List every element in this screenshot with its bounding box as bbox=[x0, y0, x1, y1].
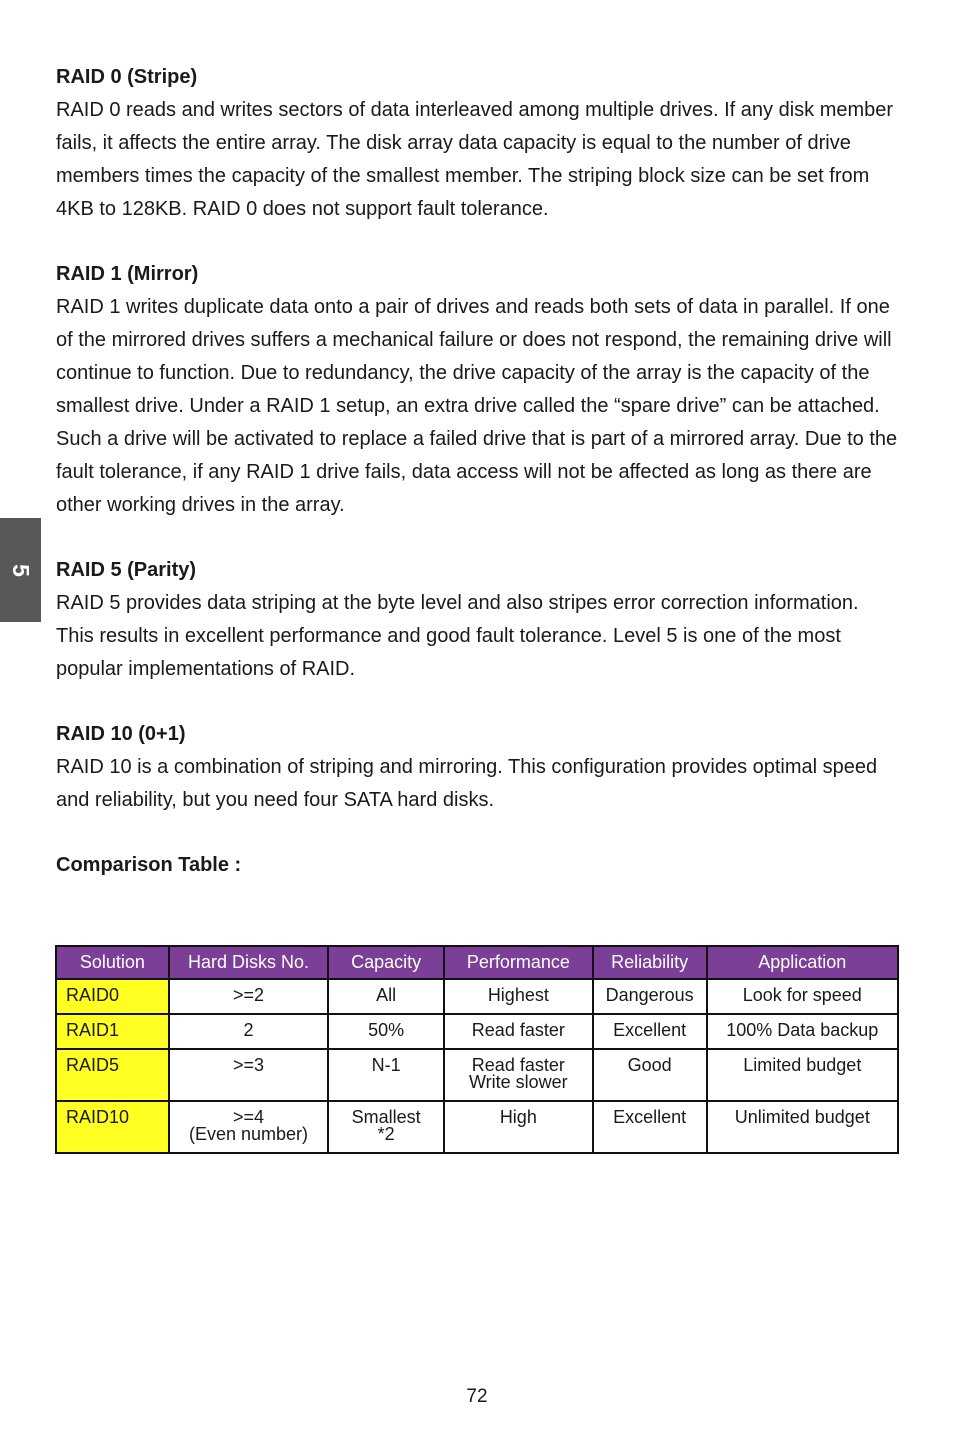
table-row bbox=[56, 979, 898, 1014]
disks-cell: >=2 bbox=[169, 979, 328, 1014]
section-body: RAID 10 is a combination of striping and mirroring. This configuration provides optimal speed and reliability, but you need four SATA hard disks. bbox=[56, 756, 878, 811]
capacity-cell: All bbox=[328, 979, 444, 1014]
column-header: Performance bbox=[444, 946, 593, 979]
capacity-cell: N-1 bbox=[328, 1049, 444, 1101]
column-header: Application bbox=[707, 946, 898, 979]
section-heading: RAID 10 (0+1) bbox=[56, 723, 186, 745]
solution-cell: RAID0 bbox=[56, 979, 169, 1014]
table-row bbox=[56, 1049, 898, 1101]
disks-cell: 2 bbox=[169, 1014, 328, 1049]
section-raid1 bbox=[56, 258, 901, 522]
application-cell: 100% Data backup bbox=[707, 1014, 898, 1049]
column-header: Reliability bbox=[593, 946, 707, 979]
disks-cell: >=4 (Even number) bbox=[169, 1101, 328, 1153]
reliability-cell: Excellent bbox=[593, 1014, 707, 1049]
application-cell: Look for speed bbox=[707, 979, 898, 1014]
disks-cell: >=3 bbox=[169, 1049, 328, 1101]
reliability-cell: Dangerous bbox=[593, 979, 707, 1014]
solution-cell: RAID5 bbox=[56, 1049, 169, 1101]
table-row bbox=[56, 1101, 898, 1153]
section-body: RAID 0 reads and writes sectors of data interleaved among multiple drives. If any disk member fails, it affects the entire array. The disk array data capacity is equal to the number of drive members times the capacity of the smallest member. The striping block size can be set from 4KB to 128KB. RAID 0 does not support fault tolerance. bbox=[56, 99, 894, 220]
table-row bbox=[56, 1014, 898, 1049]
section-heading: RAID 5 (Parity) bbox=[56, 559, 197, 581]
capacity-cell: 50% bbox=[328, 1014, 444, 1049]
reliability-cell: Good bbox=[593, 1049, 707, 1101]
performance-cell: High bbox=[444, 1101, 593, 1153]
comparison-table bbox=[55, 945, 899, 1154]
chapter-number: 5 bbox=[7, 563, 34, 577]
performance-cell: Read faster Write slower bbox=[444, 1049, 593, 1101]
section-raid0 bbox=[56, 61, 901, 226]
reliability-cell: Excellent bbox=[593, 1101, 707, 1153]
chapter-tab bbox=[0, 518, 41, 622]
page-number: 72 bbox=[466, 1386, 488, 1407]
solution-cell: RAID1 bbox=[56, 1014, 169, 1049]
section-raid10 bbox=[56, 718, 901, 817]
section-body: RAID 5 provides data striping at the byte level and also stripes error correction information. This results in excellent performance and good fault tolerance. Level 5 is one of the most popular implementations of RAID. bbox=[56, 592, 859, 680]
table-title: Comparison Table : bbox=[56, 854, 242, 876]
performance-cell: Highest bbox=[444, 979, 593, 1014]
column-header: Solution bbox=[56, 946, 169, 979]
section-body: RAID 1 writes duplicate data onto a pair of drives and reads both sets of data in parallel. If one of the mirrored drives suffers a mechanical failure or does not respond, the remaining drive will continue to function. Due to redundancy, the drive capacity of the array is the capacity of the smallest drive. Under a RAID 1 setup, an extra drive called the “spare drive” can be attached. Such a drive will be activated to replace a failed drive that is part of a mirrored array. Due to the fault tolerance, if any RAID 1 drive fails, data access will not be affected as long as there are other working drives in the array. bbox=[56, 296, 898, 516]
performance-cell: Read faster bbox=[444, 1014, 593, 1049]
document-body bbox=[56, 61, 901, 882]
application-cell: Limited budget bbox=[707, 1049, 898, 1101]
capacity-cell: Smallest *2 bbox=[328, 1101, 444, 1153]
table-header-row bbox=[56, 946, 898, 979]
column-header: Hard Disks No. bbox=[169, 946, 328, 979]
application-cell: Unlimited budget bbox=[707, 1101, 898, 1153]
section-heading: RAID 1 (Mirror) bbox=[56, 263, 199, 285]
section-raid5 bbox=[56, 554, 901, 686]
solution-cell: RAID10 bbox=[56, 1101, 169, 1153]
section-heading: RAID 0 (Stripe) bbox=[56, 66, 198, 88]
column-header: Capacity bbox=[328, 946, 444, 979]
